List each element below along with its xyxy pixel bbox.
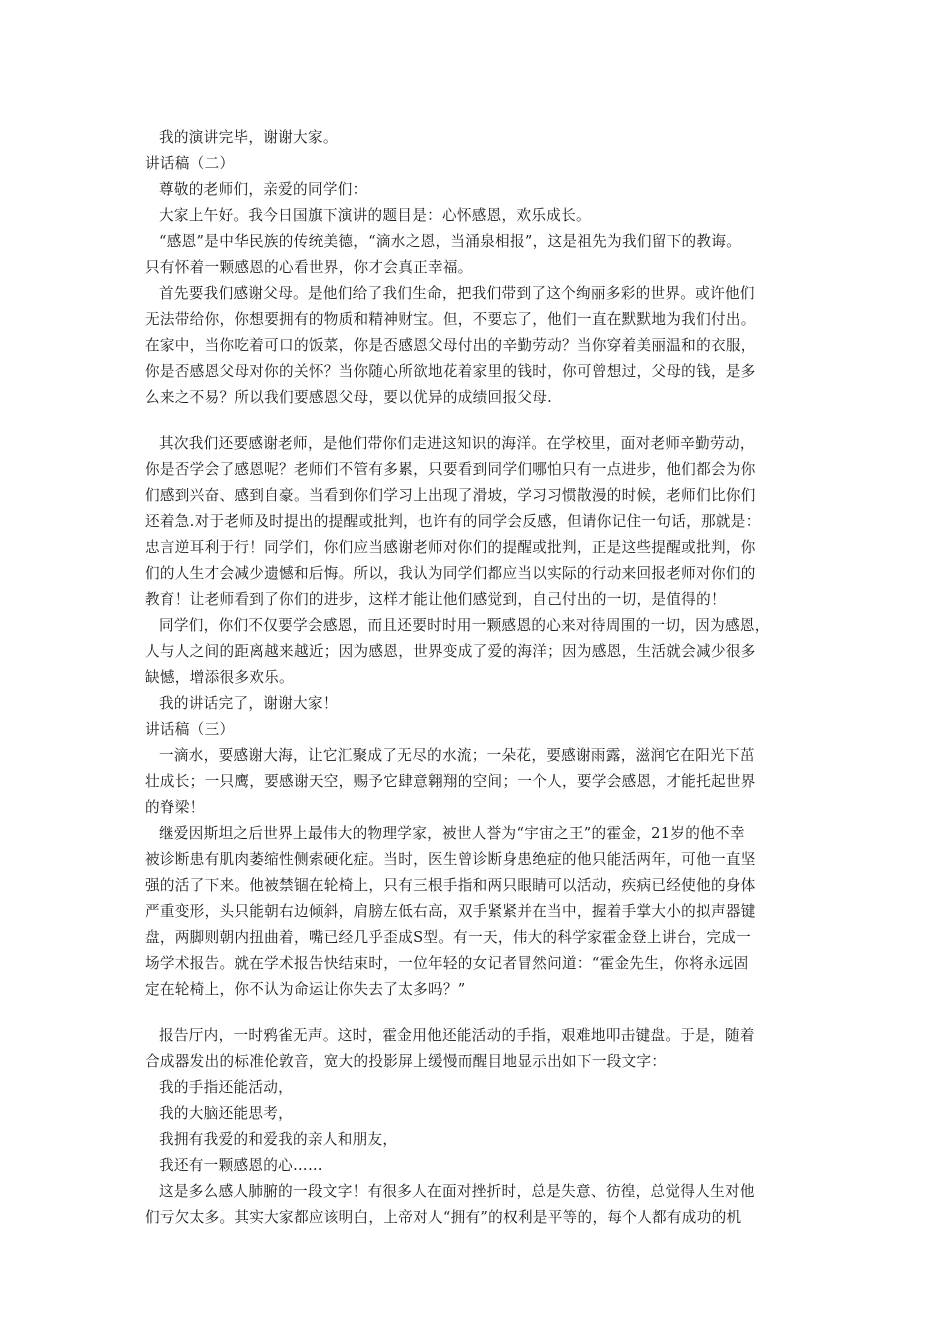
- text-line: 严重变形，头只能朝右边倾斜，肩膀左低右高，双手紧紧并在当中，握着手掌大小的拟声器键: [145, 903, 756, 920]
- text-line: 人与人之间的距离越来越近；因为感恩，世界变成了爱的海洋；因为感恩，生活就会减少很多: [145, 643, 756, 660]
- text-line: 教育！让老师看到了你们的进步，这样才能让他们感觉到，自己付出的一切，是值得的！: [145, 591, 726, 608]
- text-line: 只有怀着一颗感恩的心看世界，你才会真正幸福。: [145, 259, 473, 276]
- text-line: 我还有一颗感恩的心……: [159, 1157, 323, 1174]
- text-line: 这是多么感人肺腑的一段文字！有很多人在面对挫折时，总是失意、彷徨，总觉得人生对他: [159, 1183, 755, 1200]
- text-line: 的脊梁！: [145, 799, 205, 816]
- text-line: 我的演讲完毕，谢谢大家。: [159, 129, 338, 146]
- text-line: 我拥有我爱的和爱我的亲人和朋友，: [159, 1131, 398, 1148]
- text-line: 继爱因斯坦之后世界上最伟大的物理学家，被世人誉为“宇宙之王”的霍金，21岁的他不幸: [159, 825, 745, 842]
- text-line: 合成器发出的标准伦敦音，宽大的投影屏上缓慢而醒目地显示出如下一段文字：: [145, 1053, 667, 1070]
- text-line: 强的活了下来。他被禁锢在轮椅上，只有三根手指和两只眼睛可以活动，疾病已经使他的身体: [145, 877, 756, 894]
- text-line: “感恩”是中华民族的传统美德，“滴水之恩，当涌泉相报”，这是祖先为我们留下的教诲。: [159, 233, 742, 250]
- text-line: 你是否学会了感恩呢？老师们不管有多累，只要看到同学们哪怕只有一点进步，他们都会为你: [145, 461, 756, 478]
- text-line: 首先要我们感谢父母。是他们给了我们生命，把我们带到了这个绚丽多彩的世界。或许他们: [159, 285, 755, 302]
- text-line: 壮成长；一只鹰，要感谢天空，赐予它肆意翱翔的空间；一个人，要学会感恩，才能托起世界: [145, 773, 756, 790]
- text-line: 们的人生才会减少遗憾和后悔。所以，我认为同学们都应当以实际的行动来回报老师对你们的: [145, 565, 756, 582]
- text-line: 我的大脑还能思考，: [159, 1105, 294, 1122]
- text-line: 你是否感恩父母对你的关怀？当你随心所欲地花着家里的钱时，你可曾想过，父母的钱，是多: [145, 363, 756, 380]
- text-line: 我的讲话完了，谢谢大家！: [159, 695, 338, 712]
- text-line: 大家上午好。我今日国旗下演讲的题目是：心怀感恩，欢乐成长。: [159, 207, 591, 224]
- text-line: 忠言逆耳利于行！同学们，你们应当感谢老师对你们的提醒或批判，正是这些提醒或批判，你: [145, 539, 756, 556]
- text-line: 无法带给你，你想要拥有的物质和精神财宝。但，不要忘了，他们一直在默默地为我们付出。: [145, 311, 756, 328]
- paragraph-gap: [145, 411, 805, 431]
- text-line: 我的手指还能活动，: [159, 1079, 294, 1096]
- text-line: 其次我们还要感谢老师，是他们带你们走进这知识的海洋。在学校里，面对老师辛勤劳动，: [159, 435, 755, 452]
- document-page: [145, 125, 805, 1231]
- text-line: 定在轮椅上，你不认为命运让你失去了太多吗？”: [145, 981, 466, 998]
- paragraph-gap: [145, 1003, 805, 1023]
- text-line: 同学们，你们不仅要学会感恩，而且还要时时用一颗感恩的心来对待周围的一切，因为感恩，: [159, 617, 770, 634]
- text-line: 被诊断患有肌肉萎缩性侧索硬化症。当时，医生曾诊断身患绝症的他只能活两年，可他一直坚: [145, 851, 756, 868]
- section-heading: 讲话稿（三）: [145, 721, 235, 738]
- text-line: 们亏欠太多。其实大家都应该明白，上帝对人“拥有”的权利是平等的，每个人都有成功的机: [145, 1209, 742, 1226]
- text-line: 场学术报告。就在学术报告快结束时，一位年轻的女记者冒然问道：“霍金先生，你将永远固: [145, 955, 749, 972]
- text-line: 们感到兴奋、感到自豪。当看到你们学习上出现了滑坡，学习习惯散漫的时候，老师们比你们: [145, 487, 756, 504]
- text-line: 尊敬的老师们，亲爱的同学们：: [159, 181, 368, 198]
- section-heading: 讲话稿（二）: [145, 155, 235, 172]
- text-line: 一滴水，要感谢大海，让它汇聚成了无尽的水流；一朵花，要感谢雨露，滋润它在阳光下茁: [159, 747, 755, 764]
- text-line: 在家中，当你吃着可口的饭菜，你是否感恩父母付出的辛勤劳动？当你穿着美丽温和的衣服，: [145, 337, 756, 354]
- text-line: 缺憾，增添很多欢乐。: [145, 669, 294, 686]
- text-line: 么来之不易？所以我们要感恩父母，要以优异的成绩回报父母.: [145, 389, 553, 406]
- text-line: 报告厅内，一时鸦雀无声。这时，霍金用他还能活动的手指，艰难地叩击键盘。于是，随着: [159, 1027, 755, 1044]
- text-line: 盘，两脚则朝内扭曲着，嘴已经几乎歪成S型。有一天，伟大的科学家霍金登上讲台，完成一: [145, 929, 752, 946]
- text-line: 还着急.对于老师及时提出的提醒或批判，也许有的同学会反感，但请你记住一句话，那就是：: [145, 513, 761, 530]
